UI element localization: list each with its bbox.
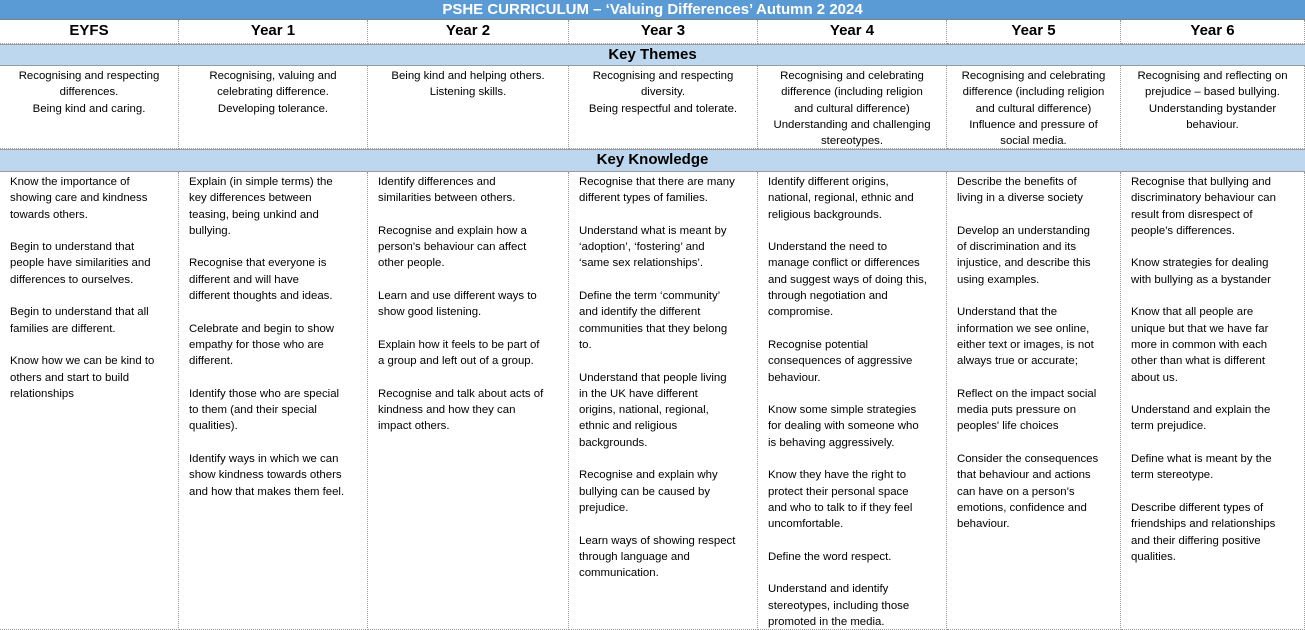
knowledge-item: Recognise that bullying and discriminatory behaviour can result from disrespect of people's differences. xyxy=(1131,176,1276,237)
theme-line: Understanding and challenging stereotypes. xyxy=(773,118,931,148)
knowledge-item: Identify those who are special to them (and their special qualities). xyxy=(189,387,340,433)
column-header-year-5: Year 5 xyxy=(947,20,1121,44)
knowledge-item: Consider the consequences that behaviour and actions can have on a person’s emotions, confidence and behaviour. xyxy=(957,453,1099,531)
theme-cell-year-6 xyxy=(1121,66,1305,149)
knowledge-item: Understand and identify stereotypes, including those promoted in the media. xyxy=(768,583,910,629)
theme-line: Recognising and celebrating difference (including religion and cultural difference) xyxy=(780,70,924,115)
theme-line: Listening skills. xyxy=(429,86,507,99)
key-themes-row xyxy=(0,66,1305,149)
theme-line: Recognising, valuing and celebrating difference. xyxy=(209,70,337,99)
knowledge-item: Identify ways in which we can show kindness towards others and how that makes them feel. xyxy=(189,453,345,498)
page-title: PSHE CURRICULUM – ‘Valuing Differences’ Autumn 2 2024 xyxy=(0,0,1305,20)
knowledge-item: Understand what is meant by ‘adoption’, ‘fostering’ and ‘same sex relationships’. xyxy=(579,224,727,270)
knowledge-item: Understand the need to manage conflict or differences and suggest ways of doing this, through negotiation and compromise. xyxy=(768,241,927,319)
knowledge-cell-year-6 xyxy=(1121,172,1305,630)
key-knowledge-row xyxy=(0,172,1305,630)
knowledge-item: Know the importance of showing care and kindness towards others. xyxy=(10,176,148,221)
knowledge-item: Recognise and explain why bullying can be caused by prejudice. xyxy=(579,469,718,514)
theme-line: Recognising and celebrating difference (including religion and cultural difference) xyxy=(961,70,1106,115)
knowledge-item: Explain (in simple terms) the key differences between teasing, being unkind and bullying. xyxy=(189,176,333,237)
theme-line: Influence and pressure of social media. xyxy=(969,118,1098,148)
knowledge-item: Understand that the information we see online, either text or images, is not always true or accurate; xyxy=(957,306,1094,368)
column-header-year-2: Year 2 xyxy=(368,20,569,44)
column-header-eyfs: EYFS xyxy=(0,20,179,44)
knowledge-cell-year-5 xyxy=(947,172,1121,630)
knowledge-item: Recognise that everyone is different and will have different thoughts and ideas. xyxy=(189,257,333,303)
theme-cell-eyfs xyxy=(0,66,179,149)
knowledge-item: Know how we can be kind to others and start to build relationships xyxy=(10,355,155,400)
theme-cell-year-1 xyxy=(179,66,368,149)
knowledge-item: Understand that people living in the UK have different origins, national, regional, ethnic and religious backgrounds. xyxy=(579,371,727,449)
knowledge-item: Know strategies for dealing with bullying as a bystander xyxy=(1131,257,1271,286)
column-header-year-4: Year 4 xyxy=(758,20,947,44)
year-header-row xyxy=(0,20,1305,44)
knowledge-cell-year-4 xyxy=(758,172,947,630)
knowledge-item: Develop an understanding of discrimination and its injustice, and describe this using examples. xyxy=(957,224,1091,286)
knowledge-item: Begin to understand that all families are different. xyxy=(10,306,149,335)
knowledge-item: Begin to understand that people have similarities and differences to ourselves. xyxy=(10,241,151,286)
knowledge-item: Identify differences and similarities between others. xyxy=(378,176,516,205)
knowledge-item: Define what is meant by the term stereotype. xyxy=(1131,453,1272,482)
column-header-year-6: Year 6 xyxy=(1121,20,1305,44)
theme-line: Being respectful and tolerate. xyxy=(588,102,738,115)
knowledge-item: Describe the benefits of living in a diverse society xyxy=(957,176,1083,205)
theme-line: Being kind and helping others. xyxy=(391,70,545,82)
knowledge-cell-eyfs xyxy=(0,172,179,630)
knowledge-item: Recognise and explain how a person's behaviour can affect other people. xyxy=(378,224,527,270)
theme-cell-year-4 xyxy=(758,66,947,149)
key-knowledge-heading: Key Knowledge xyxy=(0,149,1305,172)
knowledge-item: Know some simple strategies for dealing with someone who is behaving aggressively. xyxy=(768,404,919,449)
knowledge-cell-year-3 xyxy=(569,172,758,630)
key-themes-heading: Key Themes xyxy=(0,44,1305,66)
knowledge-item: Learn ways of showing respect through language and communication. xyxy=(579,534,736,580)
knowledge-item: Identify different origins, national, regional, ethnic and religious backgrounds. xyxy=(768,176,914,221)
theme-line: Being kind and caring. xyxy=(32,102,146,115)
knowledge-item: Define the term ‘community’ and identify the different communities that they belong to. xyxy=(579,290,728,351)
knowledge-item: Recognise and talk about acts of kindness and how they can impact others. xyxy=(378,387,544,433)
theme-cell-year-2 xyxy=(368,66,569,149)
column-header-year-3: Year 3 xyxy=(569,20,758,44)
theme-cell-year-3 xyxy=(569,66,758,149)
knowledge-item: Reflect on the impact social media puts pressure on peoples' life choices xyxy=(957,387,1097,433)
knowledge-cell-year-1 xyxy=(179,172,368,630)
knowledge-item: Describe different types of friendships and relationships and their differing positive qualities. xyxy=(1131,501,1276,563)
theme-line: Recognising and reflecting on prejudice – based bullying. xyxy=(1137,70,1288,99)
knowledge-item: Explain how it feels to be part of a group and left out of a group. xyxy=(378,338,540,368)
theme-cell-year-5 xyxy=(947,66,1121,149)
knowledge-cell-year-2 xyxy=(368,172,569,630)
knowledge-item: Define the word respect. xyxy=(768,550,892,563)
knowledge-item: Learn and use different ways to show good listening. xyxy=(378,290,537,319)
knowledge-item: Recognise that there are many different types of families. xyxy=(579,176,735,205)
column-header-year-1: Year 1 xyxy=(179,20,368,44)
theme-line: Recognising and respecting diversity. xyxy=(592,70,734,99)
theme-line: Recognising and respecting differences. xyxy=(18,70,160,99)
knowledge-item: Know they have the right to protect their personal space and who to talk to if they feel uncomfortable. xyxy=(768,469,913,531)
knowledge-item: Celebrate and begin to show empathy for those who are different. xyxy=(189,322,335,368)
theme-line: Understanding bystander behaviour. xyxy=(1148,102,1277,131)
knowledge-item: Understand and explain the term prejudice. xyxy=(1131,404,1271,433)
knowledge-item: Know that all people are unique but that we have far more in common with each other than what is different about us. xyxy=(1131,306,1269,384)
theme-line: Developing tolerance. xyxy=(217,102,329,115)
knowledge-item: Recognise potential consequences of aggressive behaviour. xyxy=(768,338,913,384)
